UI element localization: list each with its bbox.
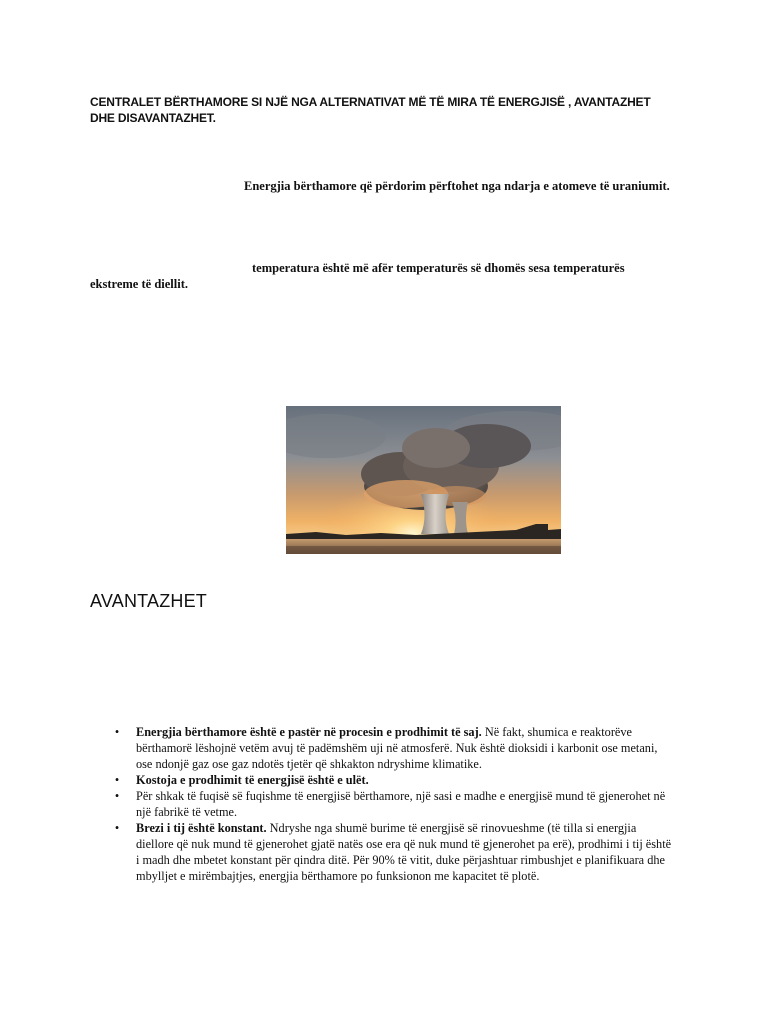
nuclear-plant-photo: [286, 406, 561, 554]
list-item: [112, 788, 672, 820]
bullet-icon: •: [114, 725, 120, 739]
advantages-list: [112, 724, 672, 884]
advantage-text: Ndryshe nga shumë burime të energjisë së rinovueshme (të tilla si energjia diellore që nuk mund të gjenerohet gjatë natës ose era që nuk mund të gjenerohet pa erë), prodhimi i tij është i madh dhe mbetet konstant për qindra ditë. Për 90% të vitit, duke përjashtuar rimbushjet e planifikuara dhe mbylljet e mirëmbajtjes, energjia bërthamore po funksionon me kapacitet të plotë.: [136, 821, 672, 883]
advantage-bold-text: Kostoja e prodhimit të energjisë është e ulët.: [136, 773, 369, 787]
paragraph-uranium-fission: [90, 178, 670, 194]
paragraph-temperature-text: temperatura është më afër temperaturës së dhomës sesa temperaturës ekstreme të diellit.: [90, 261, 625, 291]
paragraph-temperature: [90, 260, 670, 292]
document-heading: CENTRALET BËRTHAMORE SI NJË NGA ALTERNATIVAT MË TË MIRA TË ENERGJISË , AVANTAZHET DHE DISAVANTAZHET.: [90, 95, 651, 125]
advantage-text: Në fakt, shumica e reaktorëve bërthamorë lëshojnë vetëm avuj të padëmshëm uji në atmosferë. Nuk është dioksidi i karbonit ose metani, ose ndonjë gaz ose gaz ndotës tjetër që shkakton ndryshime klimatike.: [136, 725, 658, 771]
list-item: [112, 820, 672, 884]
bullet-icon: •: [114, 821, 120, 835]
bullet-icon: •: [114, 789, 120, 803]
list-item: [112, 772, 672, 788]
advantage-text: Për shkak të fuqisë së fuqishme të energjisë bërthamore, një sasi e madhe e energjisë mund të gjenerohet në një fabrikë të vetme.: [136, 789, 666, 819]
section-title-advantages: AVANTAZHET: [90, 591, 208, 611]
bullet-icon: •: [114, 773, 120, 787]
list-item: [112, 724, 672, 772]
advantage-bold-text: Energjia bërthamore është e pastër në procesin e prodhimit të saj.: [136, 725, 482, 739]
advantage-bold-text: Brezi i tij është konstant.: [136, 821, 267, 835]
paragraph-uranium-fission-text: Energjia bërthamore që përdorim përftohet nga ndarja e atomeve të uraniumit.: [244, 179, 670, 193]
